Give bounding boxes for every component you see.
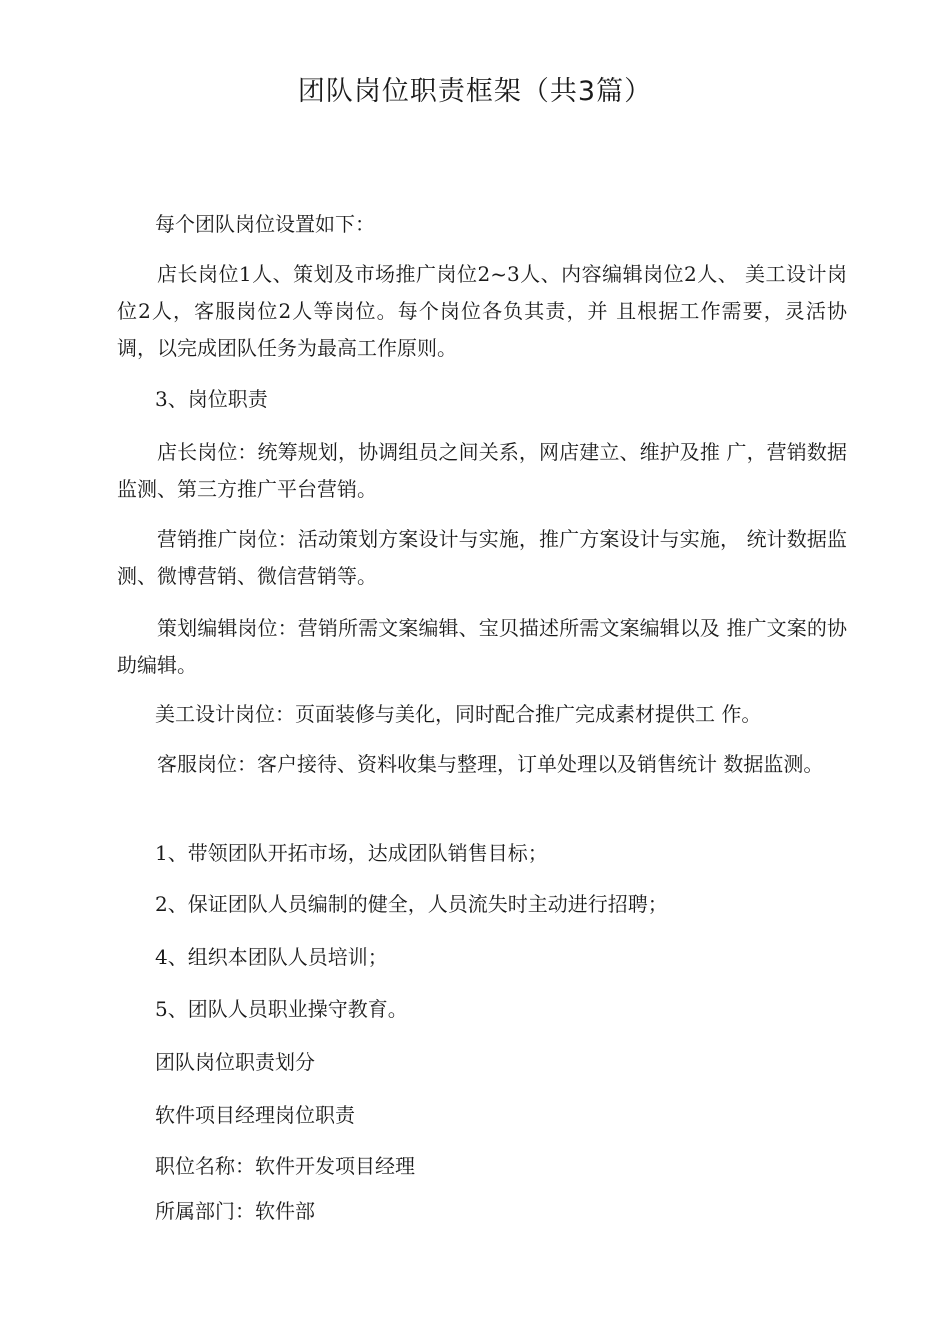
- list-item-1: 1、带领团队开拓市场，达成团队销售目标；: [155, 841, 548, 865]
- paragraph-intro: 每个团队岗位设置如下：: [155, 212, 375, 236]
- paragraph-section-heading: 3、岗位职责: [155, 387, 268, 411]
- paragraph-store-manager: 店长岗位：统筹规划，协调组员之间关系，网店建立、维护及推 广，营销数据监测、第三方推广平台营销。: [117, 440, 847, 501]
- paragraph-designer: 美工设计岗位：页面装修与美化，同时配合推广完成素材提供工 作。: [155, 702, 762, 726]
- field-department: 所属部门：软件部: [155, 1199, 315, 1223]
- paragraph-marketing: 营销推广岗位：活动策划方案设计与实施，推广方案设计与实施， 统计数据监测、微博营销、微信营销等。: [117, 527, 847, 588]
- heading-division: 团队岗位职责划分: [155, 1050, 315, 1074]
- list-item-2: 2、保证团队人员编制的健全，人员流失时主动进行招聘；: [155, 892, 668, 916]
- paragraph-customer-service: 客服岗位：客户接待、资料收集与整理，订单处理以及销售统计 数据监测。: [157, 752, 824, 776]
- paragraph-positions: 店长岗位1人、策划及市场推广岗位2~3人、内容编辑岗位2人、 美工设计岗位2人，客服岗位2人等岗位。每个岗位各负其责，并 且根据工作需要，灵活协调，以完成团队任务为最高工作原则。: [117, 262, 847, 360]
- list-item-4: 4、组织本团队人员培训；: [155, 945, 388, 969]
- heading-pm-duties: 软件项目经理岗位职责: [155, 1103, 355, 1127]
- document-title: 团队岗位职责框架（共3篇）: [297, 76, 653, 107]
- field-job-title: 职位名称：软件开发项目经理: [155, 1154, 415, 1178]
- list-item-5: 5、团队人员职业操守教育。: [155, 997, 408, 1021]
- paragraph-editor: 策划编辑岗位：营销所需文案编辑、宝贝描述所需文案编辑以及 推广文案的协助编辑。: [117, 616, 847, 677]
